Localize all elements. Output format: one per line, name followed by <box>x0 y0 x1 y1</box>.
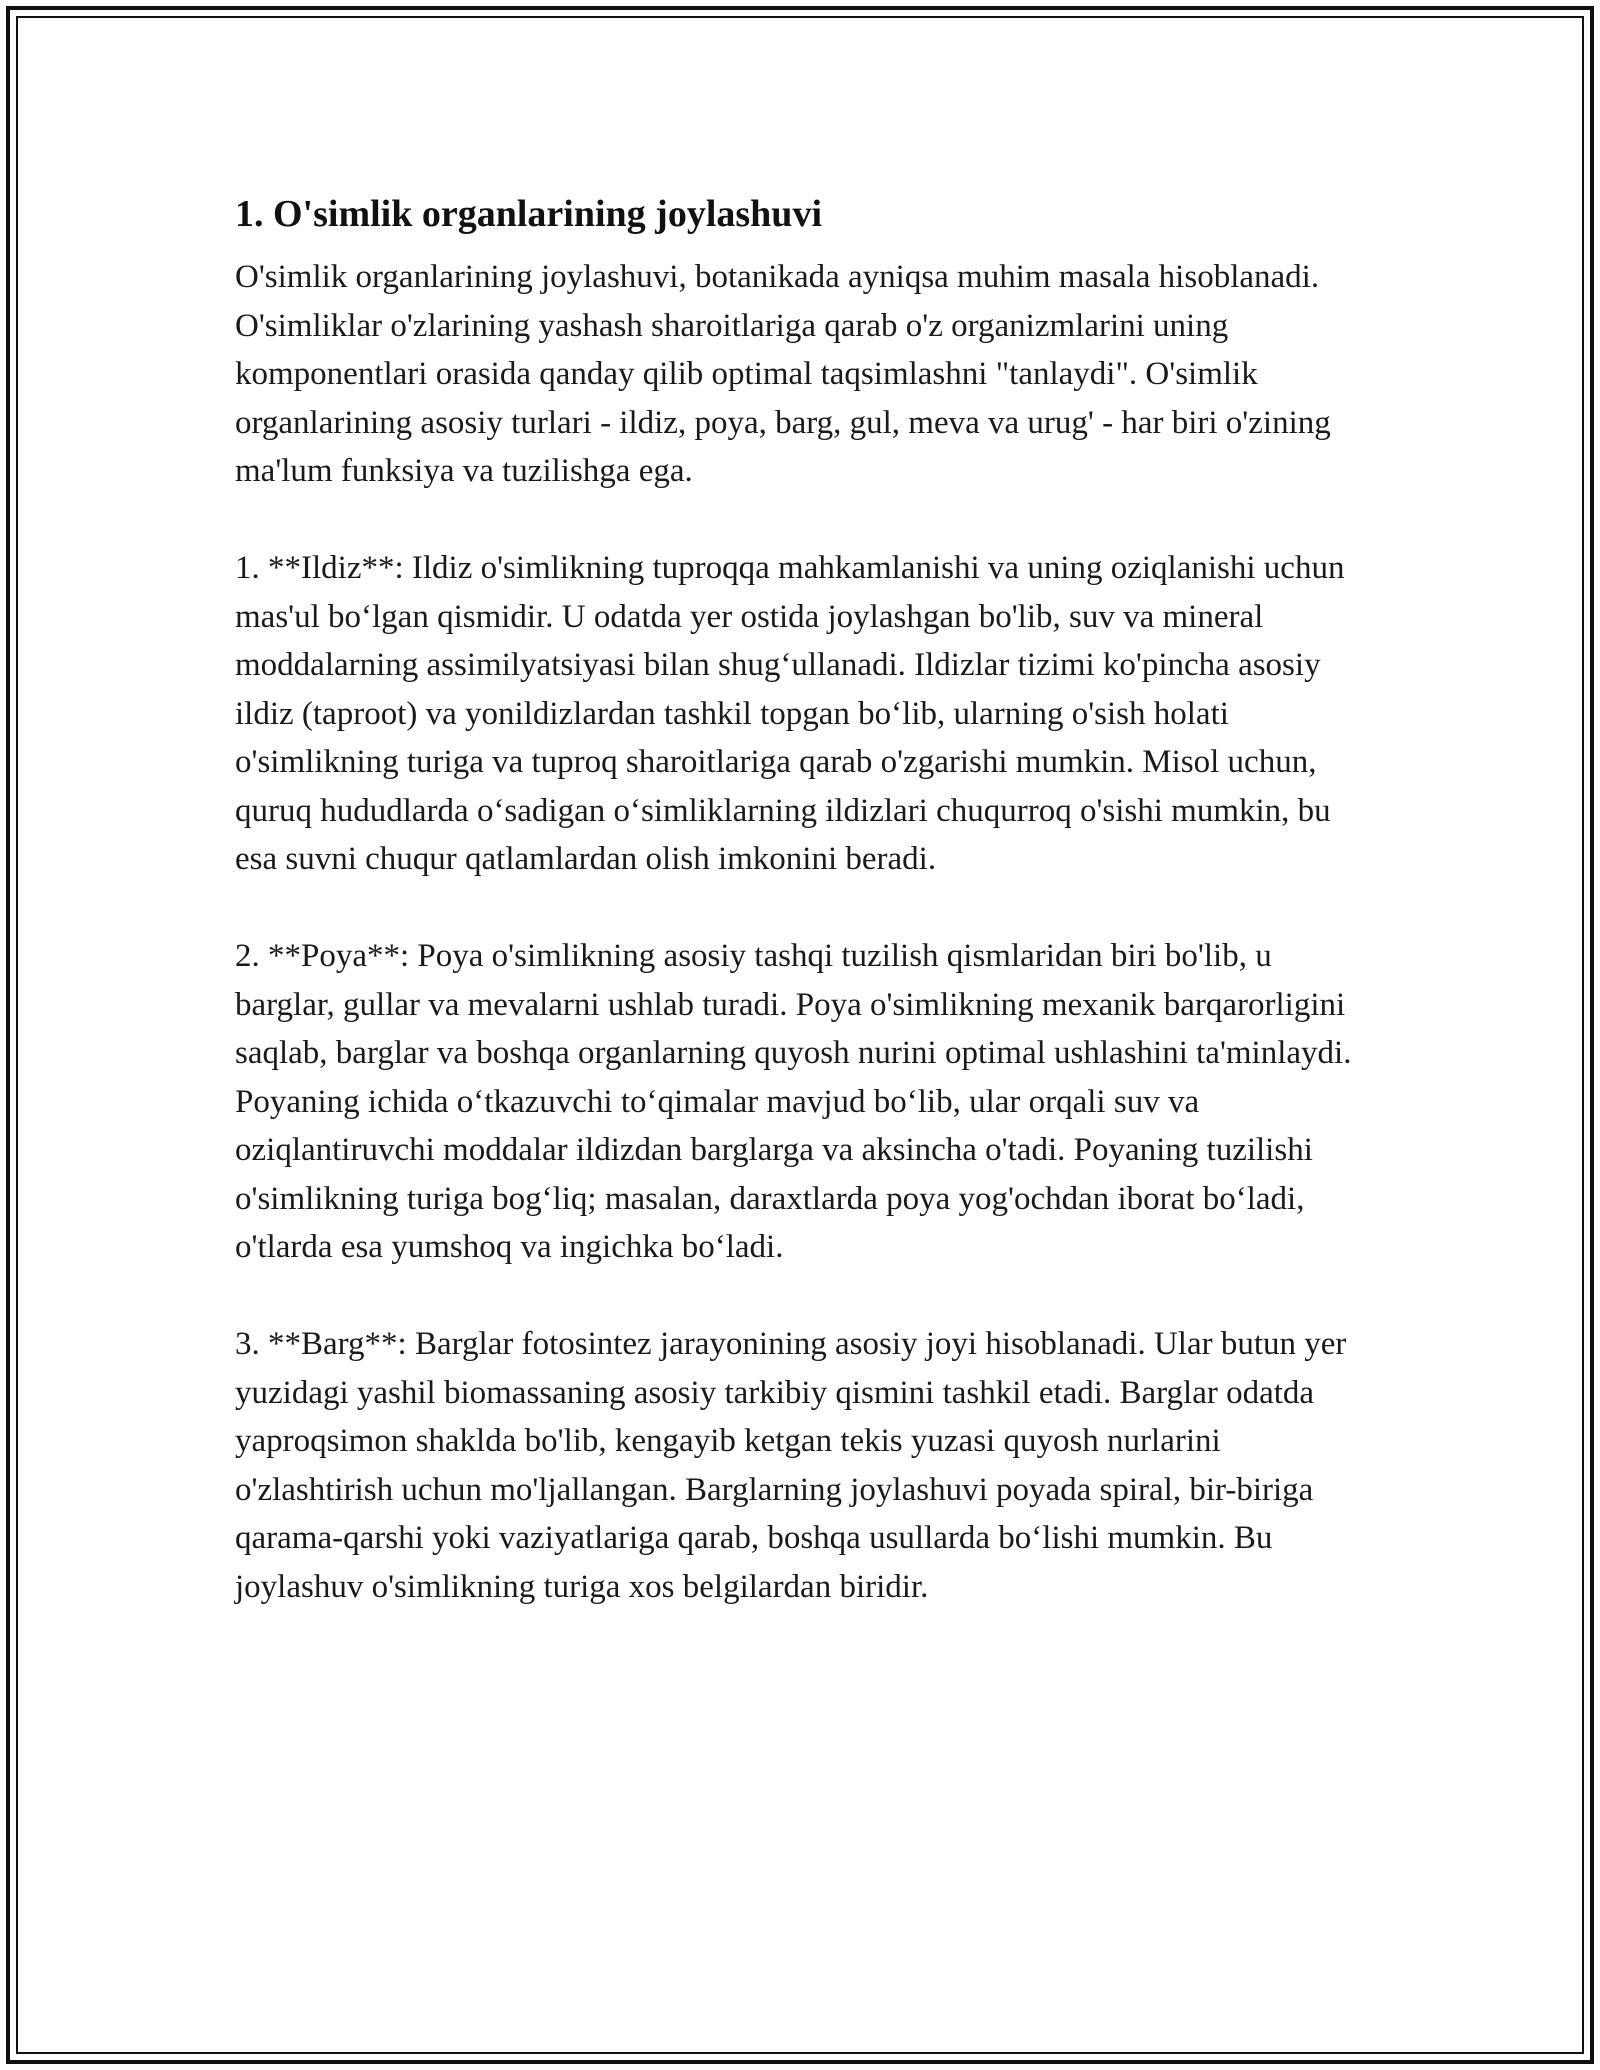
barg-paragraph: 3. **Barg**: Barglar fotosintez jarayonining asosiy joyi hisoblanadi. Ular butun yer yuzidagi yashil biomassaning asosiy tarkibiy qismini tashkil etadi. Barglar odatda yaproqsimon shaklda bo'lib, kengayib ketgan tekis yuzasi quyosh nurlarini o'zlashtirish uchun mo'ljallangan. Barglarning joylashuvi poyada spiral, bir-biriga qarama-qarshi yoki vaziyatlariga qarab, boshqa usullarda bo‘lishi mumkin. Bu joylashuv o'simlikning turiga xos belgilardan biridir. <box>235 1326 1347 1605</box>
ildiz-paragraph: 1. **Ildiz**: Ildiz o'simlikning tuproqqa mahkamlanishi va uning oziqlanishi uchun mas'ul bo‘lgan qismidir. U odatda yer ostida joylashgan bo'lib, suv va mineral moddalarning assimilyatsiyasi bilan shug‘ullanadi. Ildizlar tizimi ko'pincha asosiy ildiz (taproot) va yonildizlardan tashkil topgan bo‘lib, ularning o'sish holati o'simlikning turiga va tuproq sharoitlariga qarab o'zgarishi mumkin. Misol uchun, quruq hududlarda o‘sadigan o‘simliklarning ildizlari chuqurroq o'sishi mumkin, bu esa suvni chuqur qatlamlardan olish imkonini beradi. <box>235 550 1345 877</box>
section-heading: 1. O'simlik organlarining joylashuvi <box>235 193 822 235</box>
poya-paragraph: 2. **Poya**: Poya o'simlikning asosiy tashqi tuzilish qismlaridan biri bo'lib, u barglar, gullar va mevalarni ushlab turadi. Poya o'simlikning mexanik barqarorligini saqlab, barglar va boshqa organlarning quyosh nurini optimal ushlashini ta'minlaydi. Poyaning ichida o‘tkazuvchi to‘qimalar mavjud bo‘lib, ular orqali suv va oziqlantiruvchi moddalar ildizdan barglarga va aksincha o'tadi. Poyaning tuzilishi o'simlikning turiga bog‘liq; masalan, daraxtlarda poya yog'ochdan iborat bo‘ladi, o'tlarda esa yumshoq va ingichka bo‘ladi. <box>235 938 1352 1265</box>
intro-paragraph: O'simlik organlarining joylashuvi, botanikada ayniqsa muhim masala hisoblanadi. O'simliklar o'zlarining yashash sharoitlariga qarab o'z organizmlarini uning komponentlari orasida qanday qilib optimal taqsimlashni "tanlaydi". O'simlik organlarining asosiy turlari - ildiz, poya, barg, gul, meva va urug' - har biri o'zining ma'lum funksiya va tuzilishga ega. <box>235 259 1331 489</box>
document-body <box>235 185 1375 1611</box>
